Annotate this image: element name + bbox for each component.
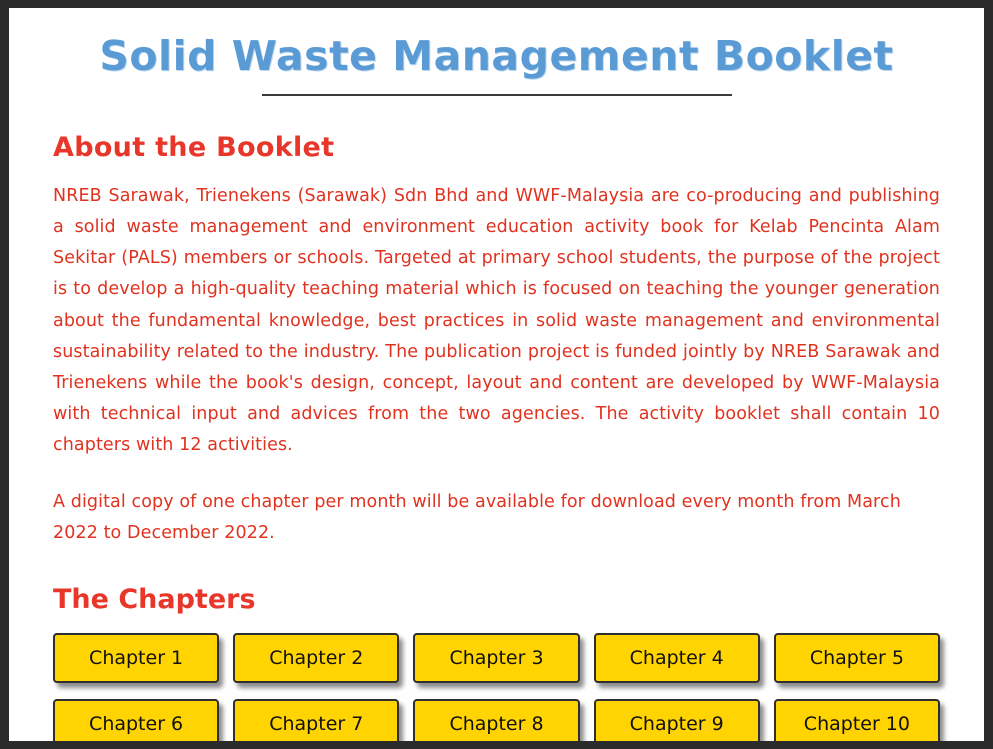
about-paragraph-1: NREB Sarawak, Trienekens (Sarawak) Sdn Bhd and WWF-Malaysia are co-producing and publishing a solid waste management and environment education activity book for Kelab Pencinta Alam Sekitar (PALS) members or schools. Targeted at primary school students, the purpose of the project is to develop a high-quality teaching material which is focused on teaching the younger generation about the fundamental knowledge, best practices in solid waste management and environmental sustainability related to the industry. The publication project is funded jointly by NREB Sarawak and Trienekens while the book's design, concept, layout and content are developed by WWF-Malaysia with technical input and advices from the two agencies. The activity booklet shall contain 10 chapters with 12 activities. (53, 186, 940, 456)
page-title: Solid Waste Management Booklet (99, 32, 894, 80)
chapter-button-4[interactable]: Chapter 4 (594, 633, 760, 683)
chapters-heading: The Chapters (53, 583, 256, 615)
chapter-button-3[interactable]: Chapter 3 (413, 633, 579, 683)
booklet-page (9, 8, 984, 741)
chapter-button-1[interactable]: Chapter 1 (53, 633, 219, 683)
title-divider (262, 94, 732, 96)
about-paragraph-2: A digital copy of one chapter per month will be available for download every month from March 2022 to December 2022. (53, 492, 901, 544)
page-content (9, 132, 984, 741)
chapter-button-8[interactable]: Chapter 8 (413, 699, 579, 741)
chapter-button-10[interactable]: Chapter 10 (774, 699, 940, 741)
chapter-button-9[interactable]: Chapter 9 (594, 699, 760, 741)
chapter-button-6[interactable]: Chapter 6 (53, 699, 219, 741)
chapter-button-7[interactable]: Chapter 7 (233, 699, 399, 741)
chapter-button-5[interactable]: Chapter 5 (774, 633, 940, 683)
chapter-button-grid (53, 633, 940, 741)
about-heading: About the Booklet (53, 132, 335, 163)
chapter-button-2[interactable]: Chapter 2 (233, 633, 399, 683)
